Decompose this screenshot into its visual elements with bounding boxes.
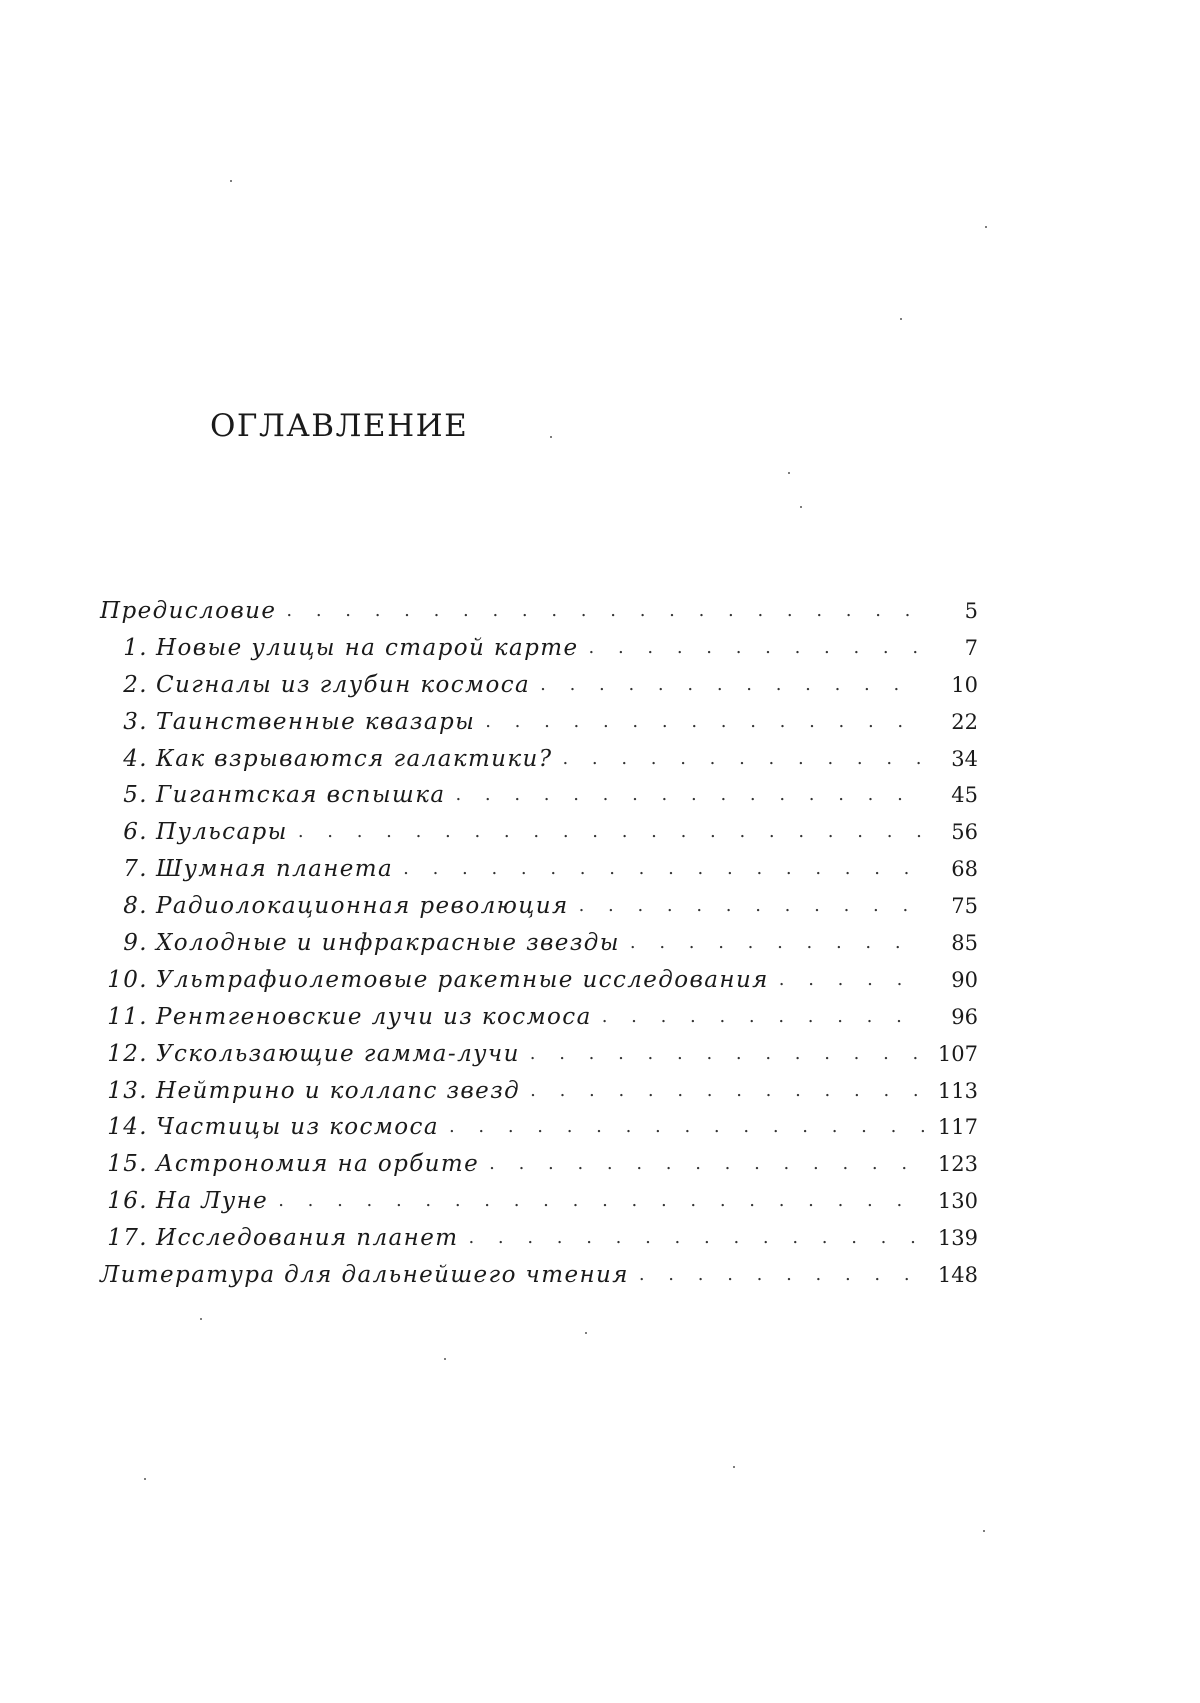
dot-leader: [403, 854, 924, 880]
toc-entry-number: 15.: [107, 1151, 148, 1178]
dot-leader: [278, 1186, 924, 1212]
dot-leader: [485, 707, 924, 733]
toc-entry-page: 123: [937, 1152, 978, 1177]
toc-entry-title: Новые улицы на старой карте: [156, 634, 579, 661]
toc-entry-number: 11.: [107, 1003, 148, 1030]
dot-leader: [579, 891, 924, 917]
scan-speck: [230, 180, 232, 182]
toc-entry: [100, 1114, 978, 1151]
toc-entry: [100, 672, 978, 709]
toc-entry: [100, 1078, 978, 1115]
toc-entry-page: 113: [937, 1078, 978, 1103]
toc-entry-page: 139: [937, 1226, 978, 1251]
dot-leader: [449, 1112, 924, 1138]
toc-entry-number: 6.: [123, 819, 148, 846]
toc-entry-number: 13.: [107, 1077, 148, 1104]
toc-entry-number: 1.: [123, 634, 148, 661]
toc-entry: [100, 1151, 978, 1188]
toc-entry: [100, 598, 978, 635]
toc-entry: [100, 709, 978, 746]
toc-entry-title: Частицы из космоса: [156, 1114, 439, 1141]
toc-entry-page: 75: [951, 894, 978, 919]
toc-entry-number: 3.: [123, 708, 148, 735]
scan-speck: [800, 506, 802, 508]
toc-entry-title: Таинственные квазары: [156, 708, 476, 735]
toc-entry-number: 12.: [107, 1040, 148, 1067]
scan-speck: [788, 472, 790, 474]
toc-entry-page: 34: [951, 746, 978, 771]
toc-entry-page: 148: [937, 1263, 978, 1288]
toc-entry: [100, 1041, 978, 1078]
dot-leader: [562, 744, 924, 770]
toc-entry-number: 17.: [107, 1225, 148, 1252]
scan-speck: [444, 1358, 446, 1360]
toc-entry-title: Холодные и инфракрасные звезды: [156, 930, 620, 957]
toc-entry: [100, 967, 978, 1004]
dot-leader: [530, 1039, 924, 1065]
toc-entry-page: 68: [951, 857, 978, 882]
dot-leader: [602, 1002, 924, 1028]
dot-leader: [779, 965, 924, 991]
scan-speck: [200, 1318, 202, 1320]
toc-entry-title: Литература для дальнейшего чтения: [100, 1262, 629, 1289]
dot-leader: [286, 596, 924, 622]
toc-entry-title: Рентгеновские лучи из космоса: [156, 1003, 592, 1030]
toc-entry-title: Нейтрино и коллапс звезд: [156, 1077, 521, 1104]
toc-entry-title: Радиолокационная революция: [156, 893, 569, 920]
toc-entry-page: 56: [951, 820, 978, 845]
toc-entry-title: Астрономия на орбите: [156, 1151, 480, 1178]
toc-entry-title: Шумная планета: [156, 856, 394, 883]
toc-entry: [100, 1004, 978, 1041]
toc-entry: [100, 819, 978, 856]
toc-entry-number: 16.: [107, 1188, 148, 1215]
toc-entry-title: Сигналы из глубин космоса: [156, 671, 531, 698]
toc-entry-page: 107: [937, 1041, 978, 1066]
toc-entry-number: 4.: [123, 745, 148, 772]
dot-leader: [468, 1223, 924, 1249]
scan-speck: [985, 226, 987, 228]
toc-entry-title: Пульсары: [156, 819, 288, 846]
toc-entry-number: 9.: [123, 930, 148, 957]
scan-speck: [550, 436, 552, 438]
toc-entry-number: 5.: [123, 782, 148, 809]
toc-entry-page: 90: [951, 967, 978, 992]
toc-entry-page: 5: [964, 599, 978, 623]
dot-leader: [530, 1076, 924, 1102]
toc-entry-title: Ультрафиолетовые ракетные исследования: [156, 966, 769, 993]
toc-entry: [100, 635, 978, 672]
toc-entry-number: 8.: [123, 893, 148, 920]
toc-entry: [100, 746, 978, 783]
table-of-contents: [100, 598, 978, 1299]
scan-speck: [900, 318, 902, 320]
dot-leader: [489, 1149, 924, 1175]
dot-leader: [630, 928, 924, 954]
toc-entry-title: На Луне: [156, 1188, 269, 1215]
toc-entry-page: 117: [937, 1115, 978, 1140]
toc-entry-page: 10: [951, 672, 978, 697]
toc-entry-page: 96: [951, 1004, 978, 1029]
toc-entry-number: 14.: [107, 1114, 148, 1141]
toc-entry-page: 85: [951, 931, 978, 956]
dot-leader: [455, 780, 924, 806]
toc-entry: [100, 1262, 978, 1299]
scan-speck: [983, 1530, 985, 1532]
dot-leader: [540, 670, 924, 696]
scan-speck: [585, 1332, 587, 1334]
dot-leader: [298, 817, 924, 843]
toc-entry-page: 7: [964, 635, 978, 660]
toc-entry: [100, 782, 978, 819]
page-title: ОГЛАВЛЕНИЕ: [210, 408, 469, 444]
toc-entry-page: 22: [951, 709, 978, 734]
toc-entry-number: 7.: [123, 856, 148, 883]
toc-entry-title: Ускользающие гамма-лучи: [156, 1040, 520, 1067]
toc-entry-title: Как взрываются галактики?: [156, 745, 553, 772]
toc-entry: [100, 1225, 978, 1262]
toc-entry-page: 130: [937, 1189, 978, 1214]
toc-entry: [100, 930, 978, 967]
toc-entry-number: 2.: [123, 671, 148, 698]
dot-leader: [639, 1260, 924, 1286]
toc-entry: [100, 1188, 978, 1225]
toc-entry-page: 45: [951, 783, 978, 808]
toc-entry-number: 10.: [107, 966, 148, 993]
scan-speck: [144, 1478, 146, 1480]
toc-entry: [100, 893, 978, 930]
toc-entry-title: Гигантская вспышка: [156, 782, 446, 809]
dot-leader: [589, 633, 925, 659]
toc-entry-title: Предисловие: [100, 598, 277, 624]
toc-entry: [100, 856, 978, 893]
toc-entry-title: Исследования планет: [156, 1225, 459, 1252]
scan-speck: [733, 1466, 735, 1468]
